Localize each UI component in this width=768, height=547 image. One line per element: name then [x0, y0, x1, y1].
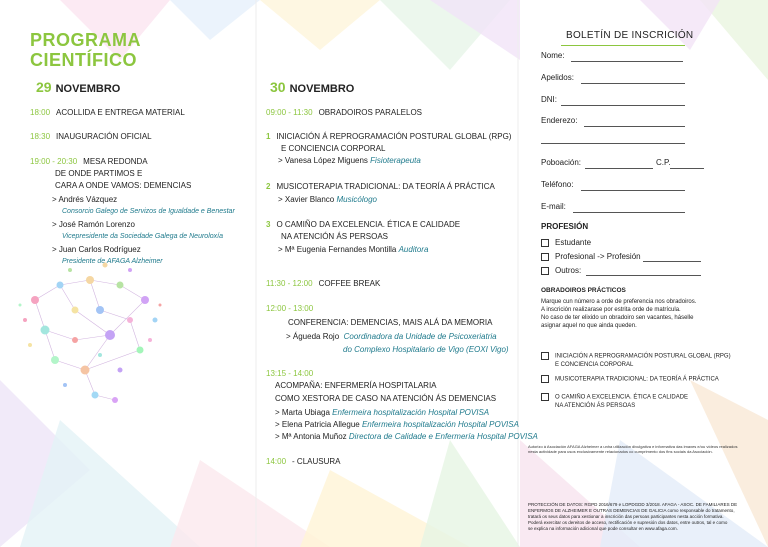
option-label: O CAMIÑO A EXCELENCIA. ÉTICA E CALIDADE — [555, 394, 689, 401]
speaker-name: > Vanesa López Miguens — [278, 156, 368, 165]
speaker-name: > José Ramón Lorenzo — [52, 220, 135, 229]
speaker-role: Vicepresidente da Sociedade Galega de Neuroloxía — [62, 233, 223, 240]
item-time: 11:30 - 12:00 — [266, 279, 313, 288]
profesion-field[interactable] — [643, 261, 701, 262]
profesion-option[interactable] — [541, 266, 581, 275]
checkbox[interactable] — [541, 375, 549, 383]
instruction-line: No caso de ter elixido un obradoiro sen vacantes, háselle — [541, 315, 694, 321]
form-title-underline — [561, 45, 685, 46]
workshop-item — [266, 182, 495, 191]
closing — [266, 457, 340, 466]
consent-text — [528, 444, 754, 454]
item-time: 12:00 - 13:00 — [266, 304, 314, 313]
acompana-title: ACOMPAÑA: ENFERMERÍA HOSPITALARIA — [275, 381, 437, 390]
profesion-option[interactable] — [541, 252, 641, 261]
label-dni: DNI: — [541, 95, 557, 104]
item-time: 09:00 - 11:30 — [266, 108, 313, 117]
label-apelidos: Apelidos: — [541, 73, 574, 82]
workshop-item — [266, 220, 460, 229]
speaker-name: > Mª Eugenia Fernandes Montilla — [278, 245, 397, 254]
item-text: OBRADOIROS PARALELOS — [318, 108, 422, 117]
day-number: 29 — [36, 79, 52, 95]
workshop-number: 1 — [266, 132, 271, 141]
obradoiros-instructions — [541, 298, 696, 330]
schedule-item — [30, 157, 148, 166]
day-month: NOVEMBRO — [55, 83, 121, 95]
item-time: 18:00 — [30, 108, 51, 117]
workshop-speaker — [278, 195, 377, 204]
acompana-time — [266, 369, 319, 378]
acompana-speaker — [275, 420, 519, 429]
schedule-item — [266, 108, 422, 117]
label-poboacion: Poboación: — [541, 158, 582, 167]
profesion-option[interactable] — [541, 238, 591, 247]
checkbox[interactable] — [541, 239, 549, 247]
workshop-title: O CAMIÑO DA EXCELENCIA. ÉTICA E CALIDADE — [276, 220, 461, 229]
label-enderezo: Enderezo: — [541, 116, 578, 125]
speaker-role: Enfermeira hospitalización Hospital POVISA — [332, 408, 490, 417]
privacy-line: PROTECCIÓN DE DATOS: RGPD 2016/679 e LOPDGDD 3/2018. AFAGA - ASOC. DE FAMILIARES DE — [528, 502, 738, 507]
apelidos-field[interactable] — [581, 83, 685, 84]
privacy-notice — [528, 502, 754, 532]
checkbox[interactable] — [541, 253, 549, 261]
day-month: NOVEMBRO — [289, 83, 355, 95]
profesion-title: PROFESIÓN — [541, 222, 589, 231]
schedule-item — [30, 132, 152, 141]
speaker-role: Enfermeira hospitalización Hospital POVISA — [361, 420, 519, 429]
speaker-role: Consorcio Galego de Servizos de Igualdade e Benestar — [62, 208, 235, 215]
option-label: Outros: — [555, 266, 582, 275]
day-29-heading — [36, 79, 120, 95]
workshop-title-line2: E CONCIENCIA CORPORAL — [281, 144, 386, 153]
workshop-number: 2 — [266, 182, 271, 191]
program-title-line1: PROGRAMA — [30, 30, 141, 50]
item-time: 18:30 — [30, 132, 51, 141]
workshop-title: INICIACIÓN Á REPROGRAMACIÓN POSTURAL GLOBAL (RPG) — [276, 132, 512, 141]
instruction-line: Marque cun número a orde de preferencia nos obradoiros. — [541, 299, 697, 305]
speaker-role: Musicólogo — [336, 195, 377, 204]
conference-title: CONFERENCIA: DEMENCIAS, MAIS ALÁ DA MEMORIA — [288, 318, 493, 327]
enderezo-field[interactable] — [584, 126, 685, 127]
item-time: 19:00 - 20:30 — [30, 157, 78, 166]
label-email: E-mail: — [541, 202, 566, 211]
item-text: MESA REDONDA — [83, 157, 148, 166]
nome-field[interactable] — [571, 61, 683, 62]
consent-line: nesta actividade para usos exclusivamente relacionados co cumprimento dos fins sociais da Asociación. — [528, 449, 713, 454]
option-label: Estudante — [555, 238, 592, 247]
workshop-option[interactable] — [541, 375, 719, 384]
option-label: MUSICOTERAPIA TRADICIONAL: DA TEORÍA Á PRÁCTICA — [555, 376, 719, 383]
cp-field[interactable] — [670, 168, 704, 169]
speaker-name: > Xavier Blanco — [278, 195, 335, 204]
coffee-break — [266, 279, 380, 288]
form-title: BOLETÍN DE INSCRICIÓN — [566, 30, 694, 41]
checkbox[interactable] — [541, 267, 549, 275]
option-label: Profesional -> Profesión — [555, 252, 641, 261]
acompana-title-line2: COMO XESTORA DE CASO NA ATENCIÓN ÁS DEMENCIAS — [275, 394, 497, 403]
speaker-role: Directora de Calidade e Enfermería Hospital POVISA — [348, 432, 538, 441]
instruction-line: asignar aquel no que ainda queden. — [541, 323, 637, 329]
checkbox[interactable] — [541, 352, 549, 360]
workshop-title-line2: NA ATENCIÓN ÁS PERSOAS — [281, 232, 388, 241]
item-text: ACOLLIDA E ENTREGA MATERIAL — [56, 108, 185, 117]
speaker-name: > Marta Ubiaga — [275, 408, 330, 417]
day-30-heading — [270, 79, 354, 95]
brain-network-graphic — [19, 263, 162, 404]
option-label: INICIACIÓN A REPROGRAMACIÓN POSTURAL GLOBAL (RPG) — [555, 353, 731, 360]
acompana-speaker — [275, 432, 538, 441]
dni-field[interactable] — [561, 105, 685, 106]
enderezo-field-line2[interactable] — [541, 143, 685, 144]
acompana-speaker — [275, 408, 489, 417]
mesa-line: CARA A ONDE VAMOS: DEMENCIAS — [55, 181, 192, 190]
option-label-line2: NA ATENCIÓN ÁS PERSOAS — [555, 402, 636, 409]
workshop-speaker — [278, 245, 428, 254]
speaker-name: > Juan Carlos Rodríguez — [52, 245, 141, 254]
workshop-number: 3 — [266, 220, 271, 229]
item-text: - CLAUSURA — [292, 457, 341, 466]
email-field[interactable] — [573, 212, 685, 213]
speaker-role: Fisioterapeuta — [370, 156, 421, 165]
privacy-line: tratará os seus datos para xestionar a inscrición das persoas participantes nesta acción formativa. — [528, 514, 724, 519]
privacy-line: se explica na información adicional que pode consultar en www.afaga.com. — [528, 526, 678, 531]
conference-speaker — [286, 332, 497, 341]
program-title — [30, 30, 141, 70]
consent-line: Autorizo á Asociación AFAGA Alzheimer a unha utilización divulgativa e informativa das imaxes e/ou vídeos realizados — [528, 444, 738, 449]
speaker-name: > Águeda Rojo — [286, 332, 340, 341]
speaker-role: Presidente de AFAGA Alzheimer — [62, 258, 163, 265]
item-time: 14:00 — [266, 457, 287, 466]
day-number: 30 — [270, 79, 286, 95]
workshop-speaker — [278, 156, 421, 165]
privacy-line: ENFERMOS DE ALZHEIMER E OUTRAS DEMENCIAS DE GALICIA como responsable do tratamento, — [528, 508, 735, 513]
workshop-option[interactable] — [541, 393, 688, 410]
label-nome: Nome: — [541, 51, 565, 60]
speaker-role: Coordinadora da Unidade de Psicoxeriatria — [343, 332, 497, 341]
mesa-line: DE ONDE PARTIMOS E — [55, 169, 143, 178]
poboacion-field[interactable] — [585, 168, 653, 169]
speaker-role: Auditora — [398, 245, 429, 254]
workshop-title: MUSICOTERAPIA TRADICIONAL: DA TEORÍA Á PRÁCTICA — [276, 182, 495, 191]
outros-field[interactable] — [586, 275, 701, 276]
speaker-name: > Mª Antonia Muñoz — [275, 432, 347, 441]
speaker-role: do Complexo Hospitalario de Vigo (EOXI Vigo) — [343, 345, 509, 354]
speaker-name: > Andrés Vázquez — [52, 195, 118, 204]
conference-role-line2 — [343, 345, 509, 354]
program-title-line2: CIENTÍFICO — [30, 50, 137, 70]
instruction-line: A inscrición realizarase por estrita orde de matrícula. — [541, 307, 681, 313]
obradoiros-title: OBRADOIROS PRÁCTICOS — [541, 287, 626, 294]
item-text: INAUGURACIÓN OFICIAL — [56, 132, 152, 141]
schedule-item — [30, 108, 185, 117]
workshop-option[interactable] — [541, 352, 731, 369]
checkbox[interactable] — [541, 393, 549, 401]
option-label-line2: E CONCIENCIA CORPORAL — [555, 361, 634, 368]
item-time: 13:15 - 14:00 — [266, 369, 314, 378]
telefono-field[interactable] — [581, 190, 685, 191]
speaker-name: > Elena Patricia Allegue — [275, 420, 360, 429]
conference-time — [266, 304, 319, 313]
privacy-line: Poderá exercitar os dereitos de acceso, rectificación e supresión dos datos, entre outros, tal e como — [528, 520, 728, 525]
label-cp: C.P. — [656, 158, 671, 167]
workshop-item — [266, 132, 511, 141]
item-text: COFFEE BREAK — [318, 279, 381, 288]
label-telefono: Teléfono: — [541, 180, 574, 189]
